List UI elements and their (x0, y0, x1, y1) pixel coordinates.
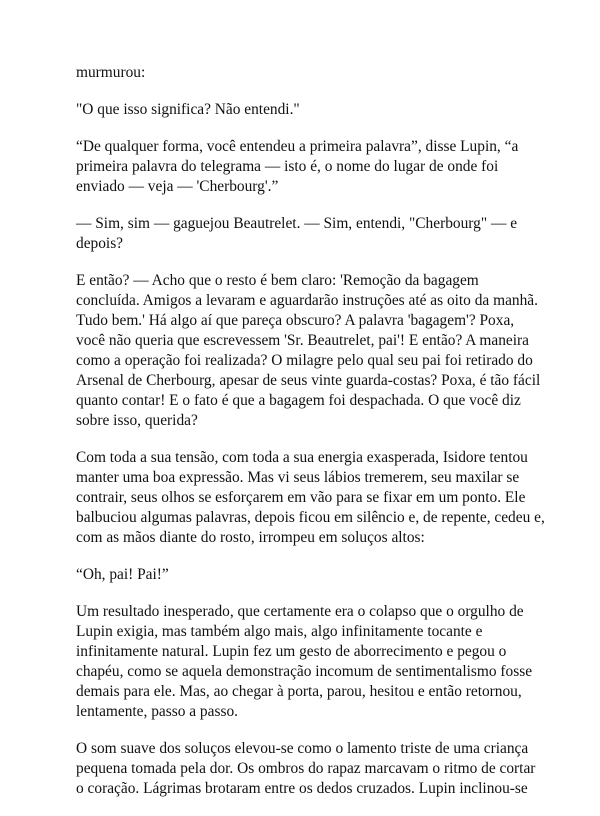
text-line: "O que isso significa? Não entendi." (76, 101, 300, 118)
text-line: manter uma boa expressão. Mas vi seus lábios tremerem, seu maxilar se (76, 469, 520, 486)
text-line: depois? (76, 235, 124, 252)
paragraph-9 (76, 739, 536, 799)
text-line: como a operação foi realizada? O milagre pelo qual seu pai foi retirado do (76, 352, 533, 369)
text-line: balbuciou algumas palavras, depois ficou em silêncio e, de repente, cedeu e, (76, 509, 545, 526)
text-line: E então? — Acho que o resto é bem claro: 'Remoção da bagagem (76, 272, 479, 289)
paragraph-4 (76, 214, 536, 254)
paragraph-7 (76, 565, 536, 585)
paragraph-8 (76, 602, 536, 722)
text-line: infinitamente natural. Lupin fez um gesto de aborrecimento e pegou o (76, 643, 507, 660)
text-line: Lupin exigia, mas também algo mais, algo infinitamente tocante e (76, 623, 483, 640)
text-line: “Oh, pai! Pai!” (76, 566, 169, 583)
text-line: Um resultado inesperado, que certamente era o colapso que o orgulho de (76, 603, 524, 620)
text-line: primeira palavra do telegrama — isto é, o nome do lugar de onde foi (76, 158, 499, 175)
paragraph-5 (76, 271, 541, 431)
document-page (76, 63, 545, 816)
text-line: murmurou: (76, 64, 146, 81)
text-line: enviado — veja — 'Cherbourg'.” (76, 178, 279, 195)
text-line: quanto contar! E o fato é que a bagagem foi despachada. O que você diz (76, 392, 521, 409)
text-line: com as mãos diante do rosto, irrompeu em soluços altos: (76, 529, 425, 546)
text-line: lentamente, passo a passo. (76, 703, 238, 720)
text-line: Tudo bem.' Há algo aí que pareça obscuro? A palavra 'bagagem'? Poxa, (76, 312, 515, 329)
text-line: contrair, seus olhos se esforçarem em vão para se fixar em um ponto. Ele (76, 489, 526, 506)
text-line: concluída. Amigos a levaram e aguardarão instruções até as oito da manhã. (76, 292, 538, 309)
text-line: chapéu, como se aquela demonstração incomum de sentimentalismo fosse (76, 663, 533, 680)
text-line: pequena tomada pela dor. Os ombros do rapaz marcavam o ritmo de cortar (76, 760, 536, 777)
text-line: o coração. Lágrimas brotaram entre os dedos cruzados. Lupin inclinou-se (76, 780, 528, 797)
paragraph-3 (76, 137, 536, 197)
text-line: Arsenal de Cherbourg, apesar de seus vinte guarda-costas? Poxa, é tão fácil (76, 372, 541, 389)
text-line: — Sim, sim — gaguejou Beautrelet. — Sim, entendi, "Cherbourg" — e (76, 215, 518, 232)
paragraph-2 (76, 100, 536, 120)
paragraph-6 (76, 448, 545, 548)
text-line: “De qualquer forma, você entendeu a primeira palavra”, disse Lupin, “a (76, 138, 519, 155)
paragraph-1 (76, 63, 536, 83)
text-line: O som suave dos soluços elevou-se como o lamento triste de uma criança (76, 740, 529, 757)
text-line: sobre isso, querida? (76, 412, 198, 429)
text-line: Com toda a sua tensão, com toda a sua energia exasperada, Isidore tentou (76, 449, 528, 466)
text-line: demais para ele. Mas, ao chegar à porta, parou, hesitou e então retornou, (76, 683, 522, 700)
text-line: você não queria que escrevessem 'Sr. Beautrelet, pai'! E então? A maneira (76, 332, 529, 349)
